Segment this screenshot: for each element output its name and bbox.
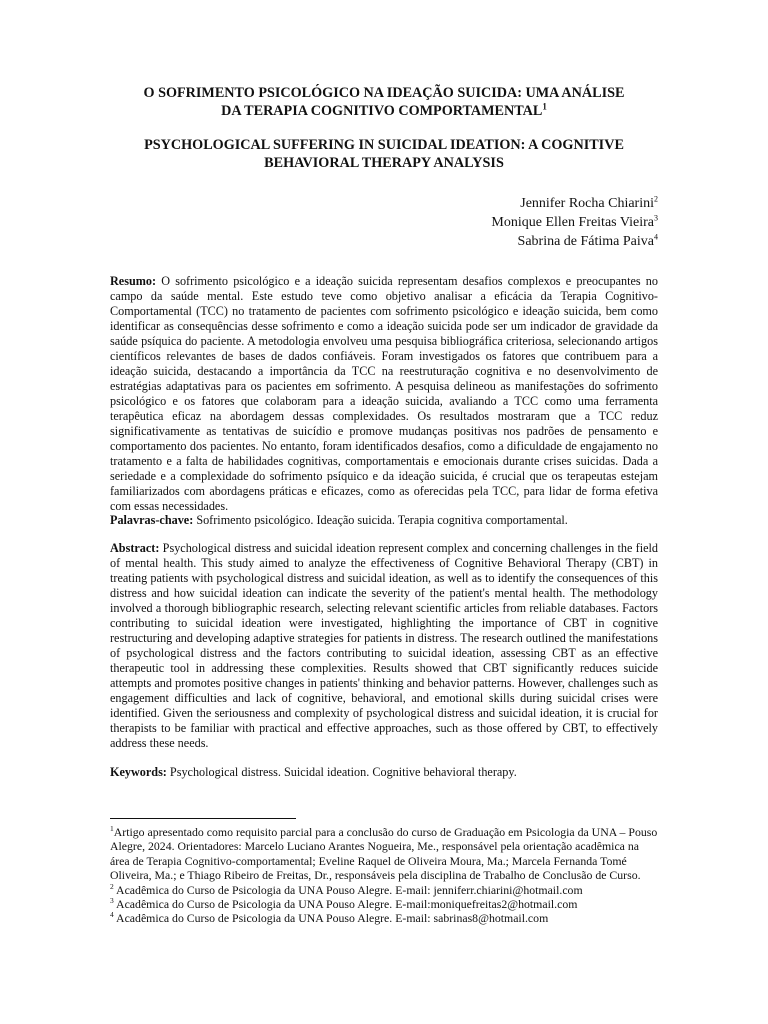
author-list xyxy=(491,194,658,251)
title-portuguese xyxy=(100,84,668,120)
footnote-2 xyxy=(110,883,658,897)
resumo-paragraph xyxy=(110,274,658,514)
resumo-text: O sofrimento psicológico e a ideação suicida representam desafios complexos e preocupantes no campo da saúde mental. Este estudo teve como objetivo analisar a eficácia da Terapia Cognitivo-Comportamental (TCC) no tratamento de pacientes com sofrimento psicológico e ideação suicida, bem como identificar as consequências desse sofrimento e como a ideação suicida pode ser um indicador de gravidade da saúde psíquica do paciente. A metodologia envolveu uma pesquisa bibliográfica criteriosa, selecionando artigos científicos relevantes de bases de dados confiáveis. Foram investigados os fatores que contribuem para a ideação suicida, destacando a importância da TCC na reestruturação cognitiva e no desenvolvimento de estratégias adaptativas para os pacientes em sofrimento. A pesquisa delineou as manifestações do sofrimento psicológico e os fatores que colaboram para a ideação suicida, avaliando a TCC como uma ferramenta terapêutica eficaz na abordagem dessas complexidades. Os resultados mostraram que a TCC reduz significativamente as tentativas de suicídio e promove mudanças positivas nos padrões de pensamento e comportamento dos pacientes. No entanto, foram identificados desafios, como a dificuldade de engajamento no tratamento e a falta de habilidades cognitivas, comportamentais e emocionais durante crises suicidas. Dada a seriedade e a complexidade do sofrimento psíquico e da ideação suicida, é crucial que os terapeutas estejam familiarizados com abordagens práticas e eficazes, como as oferecidas pela TCC, para lidar de forma efetiva com essas necessidades. xyxy=(110,274,658,513)
author-mark: 2 xyxy=(654,194,658,204)
title-footnote-mark: 1 xyxy=(542,101,547,112)
abstract-text: Psychological distress and suicidal ideation represent complex and concerning challenges in the field of mental health. This study aimed to analyze the effectiveness of Cognitive Behavioral Therapy (CBT) in treating patients with psychological distress and suicidal ideation, as well as to identify the consequences of this distress and how suicidal ideation can indicate the severity of the patient's mental health. The methodology involved a thorough bibliographic research, selecting relevant scientific articles from reliable databases. Factors contributing to suicidal ideation were investigated, highlighting the importance of CBT in cognitive restructuring and developing adaptive strategies for patients in distress. The research outlined the manifestations of psychological distress and the factors contributing to suicidal ideation, assessing CBT as an effective therapeutic tool in addressing these complexities. Results showed that CBT significantly reduces suicide attempts and promotes positive changes in patients' thinking and behavior patterns. However, challenges such as engagement difficulties and lack of cognitive, behavioral, and emotional skills during suicidal crises were identified. Given the seriousness and complexity of psychological distress and suicidal ideation, it is crucial for therapists to be familiar with practical and effective approaches, such as those offered by CBT, to effectively address these needs. xyxy=(110,541,658,750)
footnote-text: Acadêmica do Curso de Psicologia da UNA Pouso Alegre. E-mail:moniquefreitas2@hotmail.com xyxy=(113,897,578,912)
abstract-paragraph xyxy=(110,541,658,751)
palavras-chave-label: Palavras-chave: xyxy=(110,513,194,527)
footnote-text: Acadêmica do Curso de Psicologia da UNA Pouso Alegre. E-mail: sabrinas8@hotmail.com xyxy=(113,911,549,926)
palavras-chave-paragraph xyxy=(110,513,658,528)
keywords-text: Psychological distress. Suicidal ideation. Cognitive behavioral therapy. xyxy=(166,765,517,779)
footnote-3 xyxy=(110,897,658,911)
title-portuguese-line2-text: DA TERAPIA COGNITIVO COMPORTAMENTAL xyxy=(221,103,543,119)
keywords-paragraph xyxy=(110,765,658,780)
author-name: Jennifer Rocha Chiarini xyxy=(520,196,654,211)
footnote-separator xyxy=(110,818,296,819)
title-english xyxy=(100,136,668,172)
resumo-label: Resumo: xyxy=(110,274,157,288)
footnote-text: Acadêmica do Curso de Psicologia da UNA Pouso Alegre. E-mail: jenniferr.chiarini@hotmail.com xyxy=(113,882,583,897)
title-portuguese-line1: O SOFRIMENTO PSICOLÓGICO NA IDEAÇÃO SUICIDA: UMA ANÁLISE xyxy=(143,85,625,101)
author-1 xyxy=(491,194,658,213)
footnote-4 xyxy=(110,911,658,925)
abstract-label: Abstract: xyxy=(110,541,160,555)
keywords-label: Keywords: xyxy=(110,765,167,779)
author-3 xyxy=(491,232,658,251)
author-mark: 4 xyxy=(654,232,658,242)
author-mark: 3 xyxy=(654,213,658,223)
footnote-mark: 3 xyxy=(110,896,114,906)
footnote-mark: 2 xyxy=(110,881,114,891)
footnote-1 xyxy=(110,825,658,883)
palavras-chave-text: Sofrimento psicológico. Ideação suicida. Terapia cognitiva comportamental. xyxy=(193,513,568,527)
footnotes xyxy=(110,825,658,926)
title-english-line1: PSYCHOLOGICAL SUFFERING IN SUICIDAL IDEATION: A COGNITIVE xyxy=(144,137,624,153)
title-portuguese-line2 xyxy=(100,102,668,120)
footnote-text: Artigo apresentado como requisito parcial para a conclusão do curso de Graduação em Psicologia da UNA – Pouso Alegre, 2024. Orientadores: Marcelo Luciano Arantes Nogueira, Me., responsável pela orientação acadêmica na área de Terapia Cognitivo-comportamental; Eveline Raquel de Oliveira Moura, Ma.; Marcela Fernanda Tomé Oliveira, Ma.; e Thiago Ribeiro de Freitas, Dr., responsáveis pela disciplina de Trabalho de Conclusão de Curso. xyxy=(110,825,658,883)
author-name: Monique Ellen Freitas Vieira xyxy=(491,215,654,230)
title-english-line2: BEHAVIORAL THERAPY ANALYSIS xyxy=(264,155,504,171)
author-2 xyxy=(491,213,658,232)
footnote-mark: 1 xyxy=(110,824,114,834)
author-name: Sabrina de Fátima Paiva xyxy=(517,234,654,249)
footnote-mark: 4 xyxy=(110,910,114,920)
